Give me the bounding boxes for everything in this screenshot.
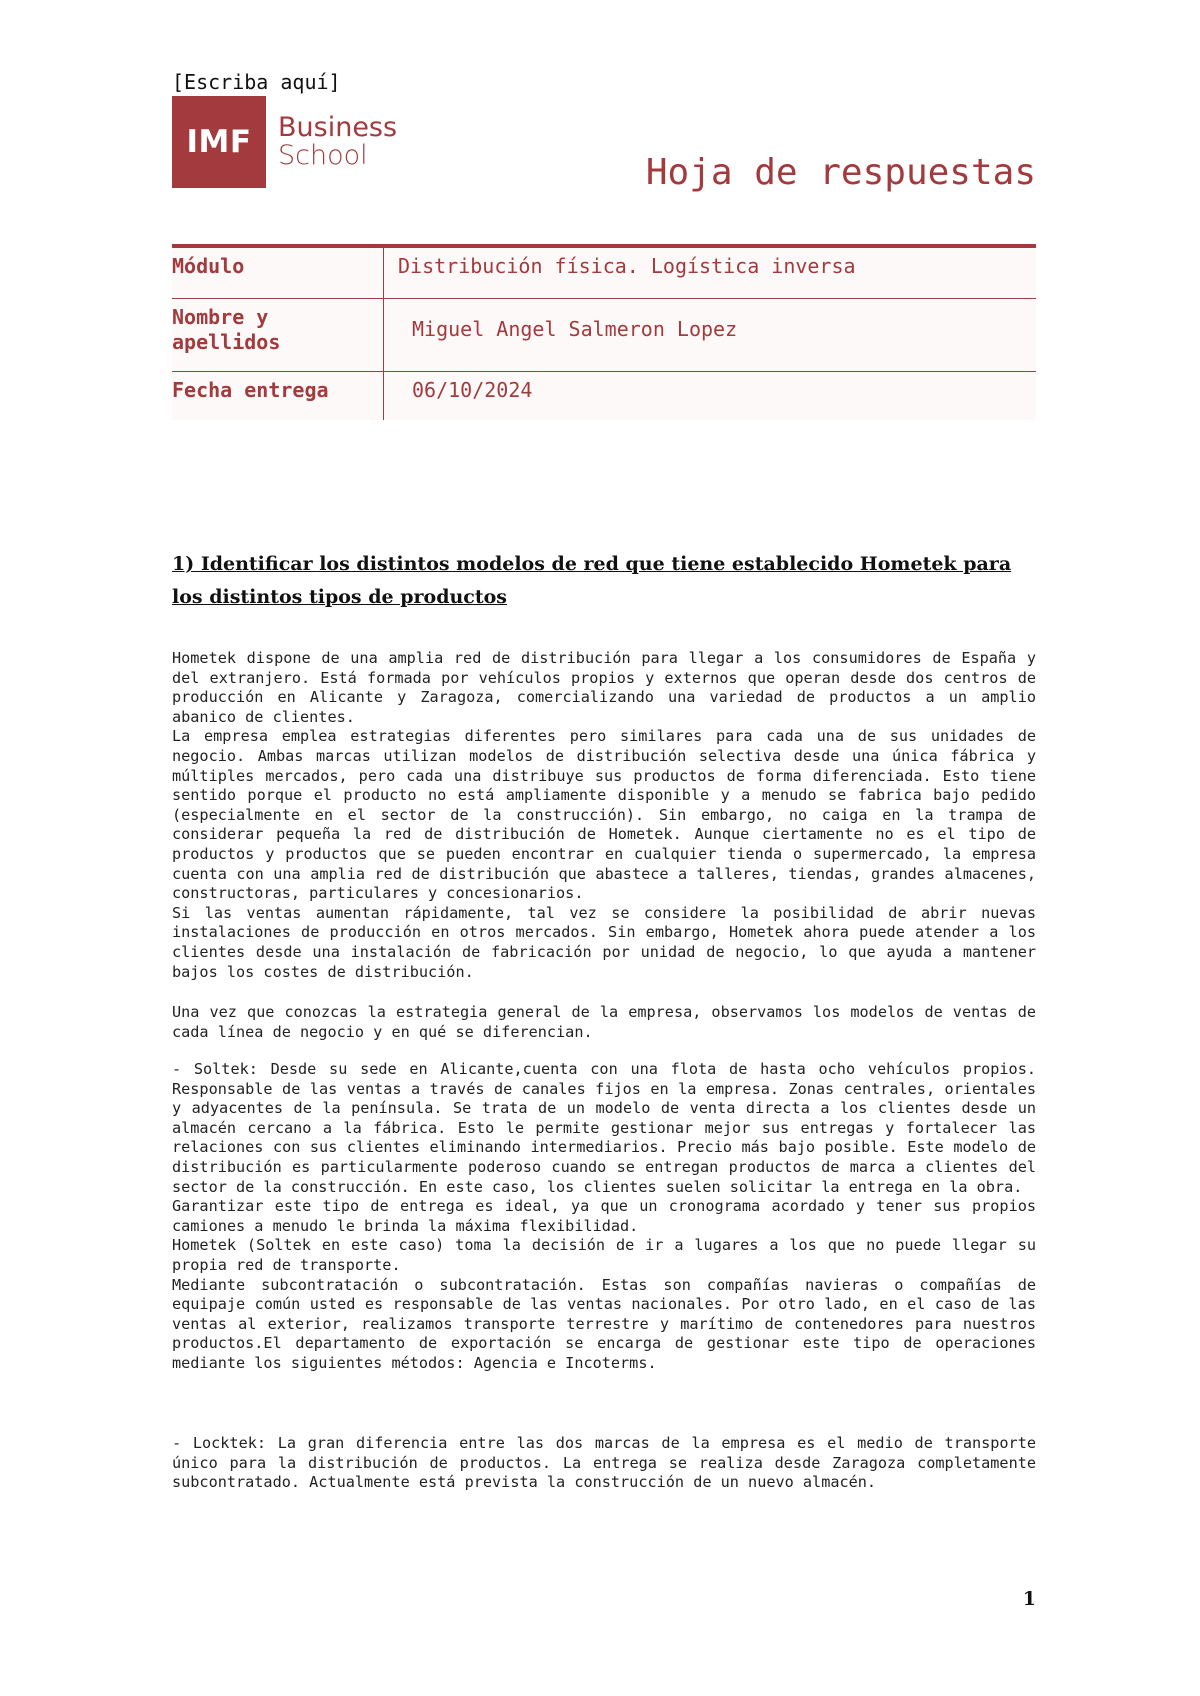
module-value: Distribución física. Logística inversa [398,254,856,278]
info-row-date [172,371,1036,420]
page-title: Hoja de respuestas [645,152,1036,193]
locktek-section [172,1434,1036,1493]
body-paragraph: - Soltek: Desde su sede en Alicante,cuenta con una flota de hasta ocho vehículos propios. Responsable de las ventas a través de canales fijos en la empresa. Zonas centrales, orientales y adyacentes de la península. Se trata de un modelo de venta directa a los clientes desde un almacén cercano a la fábrica. Esto le permite gestionar mejor sus entregas y fortalecer las relaciones con sus clientes eliminando intermediarios. Precio más bajo posible. Este modelo de distribución es particularmente poderoso cuando se entregan productos de marca a clientes del sector de la construcción. En este caso, los clientes suelen solicitar la entrega en la obra. [172,1060,1036,1196]
page-number: 1 [1022,1588,1036,1610]
info-row-module [172,248,1036,298]
intro-section [172,649,1036,982]
module-label: Módulo [172,248,384,298]
strategy-section [172,1003,1036,1042]
logo-wordmark [278,114,397,170]
imf-business-school-logo [172,96,397,188]
body-paragraph: Mediante subcontratación o subcontratación. Estas son compañías navieras o compañías de equipaje común usted es responsable de las ventas nacionales. Por otro lado, en el caso de las ventas al exterior, realizamos transporte terrestre y marítimo de contenedores para nuestros productos.El departamento de exportación se encarga de gestionar este tipo de operaciones mediante los siguientes métodos: Agencia e Incoterms. [172,1275,1036,1372]
body-paragraph: Hometek dispone de una amplia red de distribución para llegar a los consumidores de España y del extranjero. Está formada por vehículos propios y externos que operan desde dos centros de producción en Alicante y Zaragoza, comercializando una variedad de productos a un amplio abanico de clientes. [172,649,1036,726]
date-label: Fecha entrega [172,372,384,420]
header-placeholder-text: [Escriba aquí] [172,70,341,94]
body-paragraph: Hometek (Soltek en este caso) toma la decisión de ir a lugares a los que no puede llegar su propia red de transporte. [172,1236,1036,1274]
logo-mark: IMF [172,96,266,188]
body-paragraph: La empresa emplea estrategias diferentes pero similares para cada una de sus unidades de negocio. Ambas marcas utilizan modelos de distribución selectiva desde una única fábrica y múltiples mercados, pero cada una distribuye sus productos de forma diferenciada. Esto tiene sentido porque el producto no está ampliamente disponible y a menudo se fabrica bajo pedido (especialmente en el sector de la construcción). Sin embargo, no caiga en la trampa de considerar pequeña la red de distribución de Hometek. Aunque ciertamente no es el tipo de productos y productos que se pueden encontrar en cualquier tienda o supermercado, la empresa cuenta con una amplia red de distribución que abastece a talleres, tiendas, grandes almacenes, constructoras, particulares y concesionarios. [172,727,1036,903]
logo-line-2: School [278,140,368,171]
question-heading: 1) Identificar los distintos modelos de red que tiene establecido Hometek para los distintos tipos de productos [172,553,1012,608]
date-value: 06/10/2024 [412,378,533,402]
body-paragraph: Si las ventas aumentan rápidamente, tal vez se considere la posibilidad de abrir nuevas instalaciones de producción en otros mercados. Sin embargo, Hometek ahora puede atender a los clientes desde una instalación de fabricación por unidad de negocio, lo que ayuda a mantener bajos los costes de distribución. [172,903,1036,981]
name-label: Nombre y apellidos [172,299,384,371]
info-row-name [172,298,1036,371]
body-paragraph: Garantizar este tipo de entrega es ideal, ya que un cronograma acordado y tener sus propios camiones a menudo le brinda la máxima flexibilidad. [172,1197,1036,1235]
body-paragraph: - Locktek: La gran diferencia entre las dos marcas de la empresa es el medio de transporte único para la distribución de productos. La entrega se realiza desde Zaragoza completamente subcontratado. Actualmente está prevista la construcción de un nuevo almacén. [172,1434,1036,1492]
logo-line-1: Business [278,112,398,143]
soltek-section [172,1060,1036,1374]
body-paragraph: Una vez que conozcas la estrategia general de la empresa, observamos los modelos de ventas de cada línea de negocio y en qué se diferencian. [172,1003,1036,1041]
info-table [172,244,1036,420]
name-value: Miguel Angel Salmeron Lopez [412,317,738,341]
